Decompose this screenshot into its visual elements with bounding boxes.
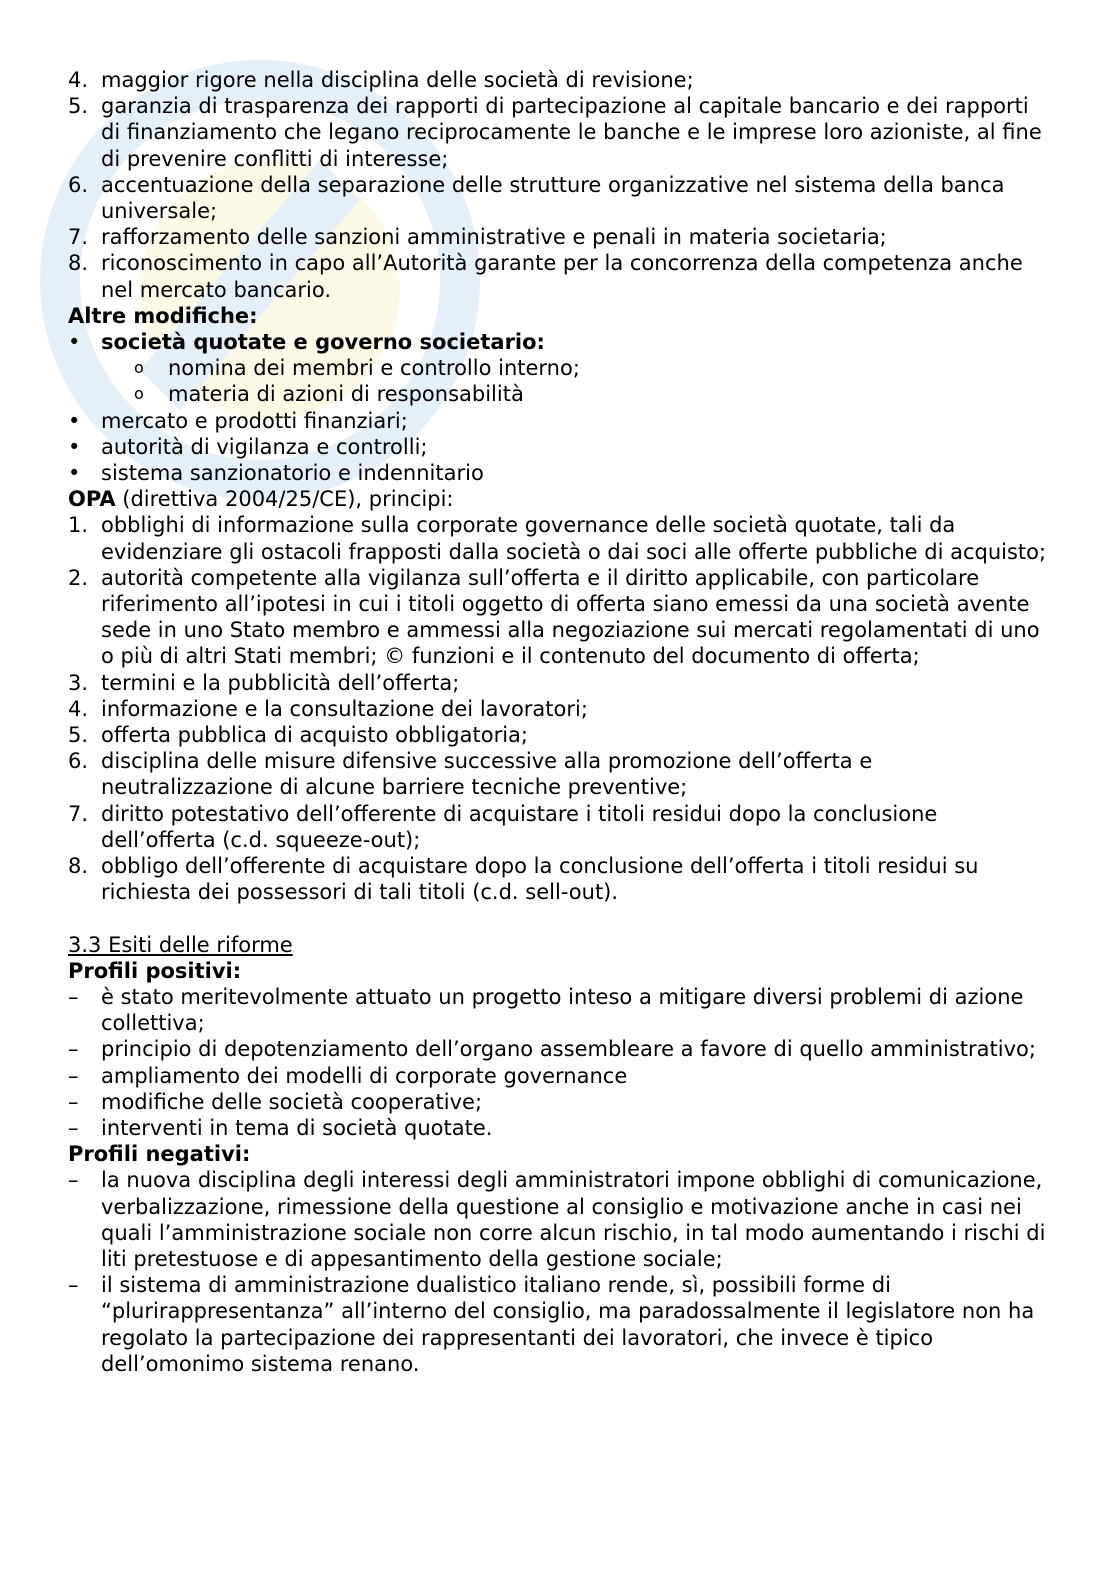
dash-icon: – [68,1115,79,1140]
circle-bullet-icon: o [134,384,144,404]
circle-bullet-icon: o [134,358,144,378]
list-item: 2. autorità competente alla vigilanza sull’offerta e il diritto applicabile, con particolare riferimento all’ipotesi in cui i titoli oggetto di offerta siano emessi da una società avente sede in uno Stato membro e ammessi alla negoziazione sui mercati regolamentati di uno o più di altri Stati membri; © funzioni e il contenuto del documento di offerta; [68,565,1040,669]
spacer [68,906,1048,932]
section-title: 3.3 Esiti delle riforme [68,932,293,957]
altre-modifiche-heading: Altre modifiche: [68,303,258,328]
dash-item: – ampliamento dei modelli di corporate governance [68,1063,628,1088]
opa-heading: OPA (direttiva 2004/25/CE), principi: [68,487,454,512]
list-item: 8. obbligo dell’offerente di acquistare dopo la conclusione dell’offerta i titoli residui su richiesta dei possessori di tali titoli (c.d. sell-out). [68,854,979,905]
profili-negativi-heading: Profili negativi: [68,1142,251,1167]
bullet-icon: • [68,408,81,433]
list-item: 3. termini e la pubblicità dell’offerta; [68,670,460,695]
list-item: 5. garanzia di trasparenza dei rapporti di partecipazione al capitale bancario e dei rapporti di finanziamento che legano reciprocamente le banche e le imprese loro azioniste, al fine di prevenire conflitti di interesse; [68,94,1042,171]
opa-list [68,512,1048,905]
dash-icon: – [68,1037,79,1062]
list-item: 7. rafforzamento delle sanzioni amministrative e penali in materia societaria; [68,225,887,250]
bullet-item: • sistema sanzionatorio e indennitario [68,461,484,486]
list-item: 7. diritto potestativo dell’offerente di acquistare i titoli residui dopo la conclusione dell’offerta (c.d. squeeze-out); [68,801,938,852]
list-continuation [68,67,1048,303]
profili-positivi-heading: Profili positivi: [68,958,242,983]
dash-icon: – [68,1168,79,1193]
dash-icon: – [68,1273,79,1298]
list-item: 4. maggior rigore nella disciplina delle società di revisione; [68,68,694,92]
dash-icon: – [68,1063,79,1088]
dash-item: – la nuova disciplina degli interessi degli amministratori impone obblighi di comunicazione, verbalizzazione, rimessione della questione al consiglio e motivazione anche in casi nei quali l’amministrazione sociale non corre alcun rischio, in tal modo aumentando i rischi di liti pretestuose e di appesantimento della gestione sociale; [68,1168,1046,1271]
bullet-icon: • [68,434,81,459]
bullet-item: • mercato e prodotti finanziari; [68,408,408,433]
dash-icon: – [68,984,79,1009]
dash-icon: – [68,1089,79,1114]
bullet-icon: • [68,330,81,355]
dash-item: – principio di depotenziamento dell’organo assembleare a favore di quello amministrativo; [68,1037,1036,1062]
sub-bullet-item: o nomina dei membri e controllo interno; [134,356,580,381]
dash-item: – interventi in tema di società quotate. [68,1115,493,1140]
dash-item: – modifiche delle società cooperative; [68,1089,483,1114]
list-item: 5. offerta pubblica di acquisto obbligatoria; [68,723,529,748]
dash-item: – è stato meritevolmente attuato un progetto inteso a mitigare diversi problemi di azione collettiva; [68,984,1024,1036]
sub-bullet-item: o materia di azioni di responsabilità [134,382,524,407]
list-item: 1. obblighi di informazione sulla corporate governance delle società quotate, tali da evidenziare gli ostacoli frapposti dalla società o dai soci alle offerte pubbliche di acquisto; [68,513,1047,564]
bullet-item: • società quotate e governo societario: [68,330,545,355]
bullet-item: • autorità di vigilanza e controlli; [68,434,428,459]
list-item: 8. riconoscimento in capo all’Autorità garante per la concorrenza della competenza anche nel mercato bancario. [68,251,1023,302]
list-item: 4. informazione e la consultazione dei lavoratori; [68,696,588,721]
list-item: 6. disciplina delle misure difensive successive alla promozione dell’offerta e neutralizzazione di alcune barriere tecniche preventive; [68,749,873,800]
document-body [68,67,1048,1377]
bullet-icon: • [68,461,81,486]
list-item: 6. accentuazione della separazione delle strutture organizzative nel sistema della banca universale; [68,172,1005,224]
dash-item: – il sistema di amministrazione dualistico italiano rende, sì, possibili forme di “plurirappresentanza” all’interno del consiglio, ma paradossalmente il legislatore non ha regolato la partecipazione dei rappresentanti dei lavoratori, che invece è tipico dell’omonimo sistema renano. [68,1273,1035,1376]
